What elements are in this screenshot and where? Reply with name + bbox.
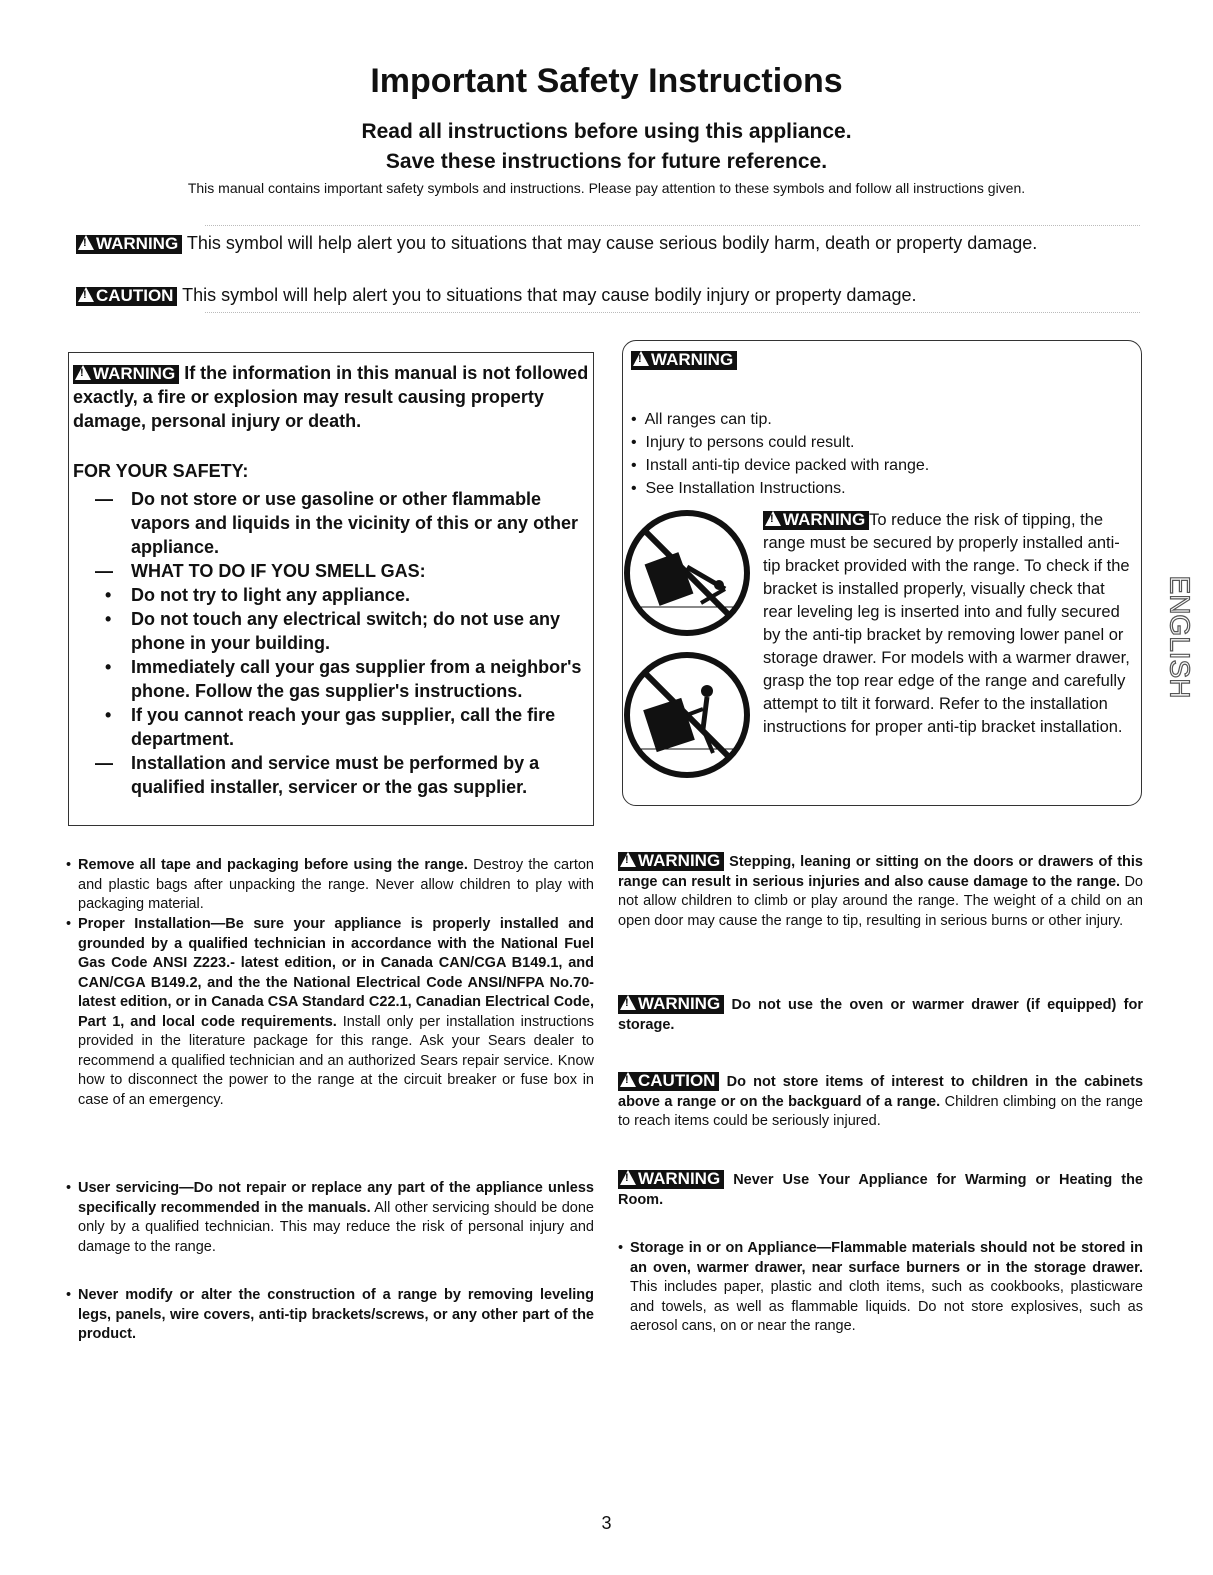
caution-badge: !CAUTION [76,287,177,306]
warning-symbol-text: This symbol will help alert you to situations that may cause serious bodily harm, death or property damage. [186,233,1038,253]
warning-badge: !WARNING [618,995,724,1014]
alert-triangle-icon [765,511,781,526]
page-number: 3 [601,1513,612,1533]
intro-text: This manual contains important safety symbols and instructions. Please pay attention to these symbols and follow all instructions given. [187,180,1026,196]
divider [205,312,1140,314]
gas-warning-lead: !WARNING If the information in this manual is not followed exactly, a fire or explosion may result causing property damage, personal injury or death. [73,361,591,433]
warning-badge: !WARNING [618,852,724,871]
list-item: — WHAT TO DO IF YOU SMELL GAS: [95,561,426,581]
caution-symbol-line [76,285,916,306]
anti-tip-warning-badge-wrap [631,351,737,370]
list-item: • Remove all tape and packaging before using the range. Destroy the carton and plastic bags after unpacking the range. Never allow children to play with packaging material. [66,857,594,912]
warning-badge: !WARNING [618,1170,724,1189]
list-item: • Do not try to light any appliance. [105,585,411,605]
list-item: • See Installation Instructions. [631,480,846,497]
alert-triangle-icon [620,1072,636,1087]
caution-badge: !CAUTION [618,1072,719,1091]
list-item: — Do not store or use gasoline or other flammable vapors and liquids in the vicinity of this or any other appliance. [95,489,579,557]
warning-badge: !WARNING [763,511,869,530]
alert-triangle-icon [620,1170,636,1185]
subtitle-save: Save these instructions for future reference. [385,150,828,173]
list-item: • Proper Installation—Be sure your appliance is properly installed and grounded by a qualified technician in accordance with the National Fuel Gas Code ANSI Z223.- latest edition, or in Canada CAN/CGA B149.1, and CAN/CGA B149.2, and the the National Electrical Code ANSI/NFPA No.70-latest edition, or in Canada CSA Standard C22.1, Canadian Electrical Code, Part 1, and local code requirements. Install only per installation instructions provided in the literature package for this range. Ask your Sears dealer to recommend a qualified technician and an authorized Sears repair service. Know how to disconnect the power to the range at the circuit breaker or fuse box in case of an emergency. [66,916,594,1108]
for-your-safety-heading: FOR YOUR SAFETY: [73,461,249,481]
warning-paragraph-storage: !WARNING Do not use the oven or warmer drawer (if equipped) for storage. [618,995,1143,1035]
alert-triangle-icon [75,365,91,380]
caution-paragraph-cabinets: !CAUTION Do not store items of interest to children in the cabinets above a range or on the backguard of a range. Children climbing on the range to reach items could be seriously injured. [618,1072,1143,1132]
alert-triangle-icon [620,852,636,867]
list-item: — Installation and service must be performed by a qualified installer, servicer or the gas supplier. [95,753,540,797]
list-item: • Never modify or alter the construction of a range by removing leveling legs, panels, wire covers, anti-tip brackets/screws, or any other part of the product. [66,1287,594,1342]
alert-triangle-icon [620,995,636,1010]
warning-paragraph-heating: !WARNING Never Use Your Appliance for Warming or Heating the Room. [618,1170,1143,1210]
warning-symbol-line [76,233,1037,254]
subtitle-read: Read all instructions before using this appliance. [361,120,852,143]
alert-triangle-icon [78,235,94,250]
list-item: • Storage in or on Appliance—Flammable materials should not be stored in an oven, warmer drawer, near surface burners or in the storage drawer. This includes paper, plastic and cloth items, such as cookbooks, plasticware and towels, as well as flammable liquids. Do not store explosives, such as aerosol cans, on or near the range. [618,1240,1143,1334]
warning-badge: !WARNING [631,351,737,370]
warning-badge: !WARNING [73,365,179,384]
range-tipping-icon [621,649,753,781]
list-item: • User servicing—Do not repair or replace any part of the appliance unless specifically recommended in the manuals. All other servicing should be done only by a qualified technician. This may reduce the risk of personal injury and damage to the range. [66,1180,594,1255]
list-item: • Immediately call your gas supplier from a neighbor's phone. Follow the gas supplier's instructions. [105,657,582,701]
list-item: • If you cannot reach your gas supplier, call the fire department. [105,705,556,749]
language-side-tab [1158,568,1198,706]
divider [205,225,1140,227]
gas-warning-box [68,352,594,826]
warning-badge: !WARNING [76,235,182,254]
warning-paragraph-doors: !WARNING Stepping, leaning or sitting on the doors or drawers of this range can result in serious injuries and also cause damage to the range. Do not allow children to climb or play around the range. The weight of a child on an open door may cause the range to tip, resulting in serious burns or other injury. [618,852,1143,931]
page-title: Important Safety Instructions [370,62,843,100]
list-item: • Injury to persons could result. [631,434,855,451]
anti-tip-warning-text: !WARNING To reduce the risk of tipping, the range must be secured by properly installed anti-tip bracket provided with the range. To check if the bracket is installed properly, visually check that rear leveling leg is inserted into and fully secured by the anti-tip bracket by removing lower panel or storage drawer. For models with a warmer drawer, grasp the top rear edge of the range and carefully attempt to tilt it forward. Refer to the installation instructions for proper anti-tip bracket installation. [763,509,1135,739]
caution-symbol-text: This symbol will help alert you to situations that may cause bodily injury or property damage. [182,285,917,305]
list-item: • Install anti-tip device packed with range. [631,457,930,474]
alert-triangle-icon [633,351,649,366]
anti-tip-box [622,340,1142,806]
list-item: • All ranges can tip. [631,411,772,428]
side-tab-label: ENGLISH [1164,575,1196,699]
child-climbing-door-icon [621,507,753,639]
alert-triangle-icon [78,287,94,302]
list-item: • Do not touch any electrical switch; do not use any phone in your building. [105,609,561,653]
